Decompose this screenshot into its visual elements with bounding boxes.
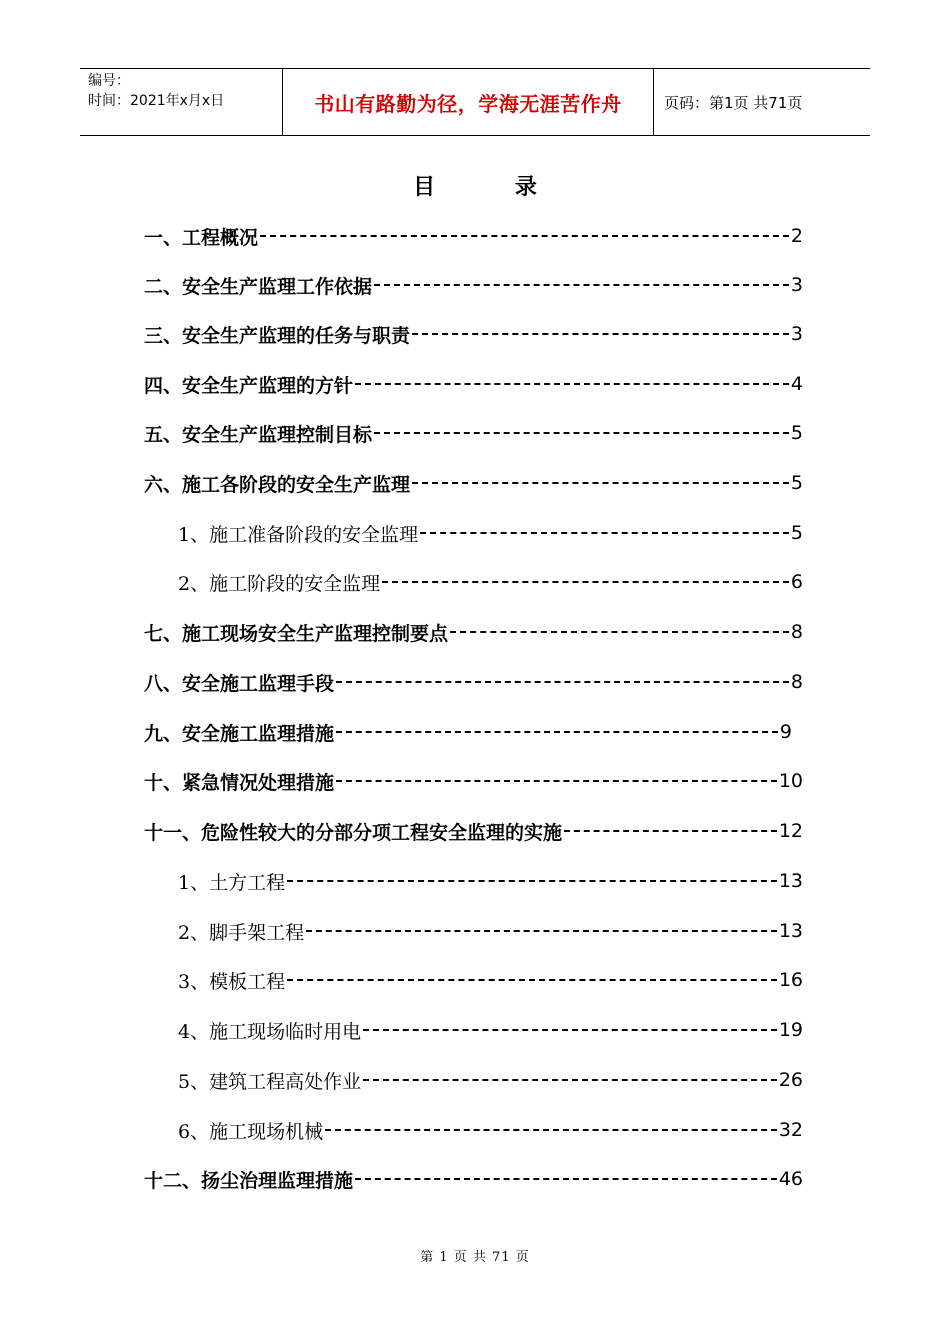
toc-entry-label: 六、施工各阶段的安全生产监理 bbox=[144, 473, 411, 496]
page-header bbox=[80, 68, 870, 136]
toc-leader bbox=[374, 284, 789, 286]
toc-entry-label: 三、安全生产监理的任务与职责 bbox=[144, 324, 411, 347]
toc-entry-label: 四、安全生产监理的方针 bbox=[144, 374, 354, 397]
toc-entry-label: 五、安全生产监理控制目标 bbox=[144, 423, 373, 446]
toc-entry-label: 十一、危险性较大的分部分项工程安全监理的实施 bbox=[144, 821, 563, 844]
toc-entry-label: 一、工程概况 bbox=[144, 226, 259, 249]
toc-entry[interactable] bbox=[144, 413, 803, 453]
header-meta bbox=[80, 69, 282, 135]
toc-entry-label: 二、安全生产监理工作依据 bbox=[144, 275, 373, 298]
toc-subentry[interactable] bbox=[178, 911, 803, 951]
toc-entry-page: 6 bbox=[790, 571, 803, 593]
toc-entry-label: 九、安全施工监理措施 bbox=[144, 722, 335, 745]
toc-entry[interactable] bbox=[144, 463, 803, 503]
toc-leader bbox=[287, 979, 777, 981]
toc-entry-page: 9 bbox=[779, 721, 792, 743]
toc-entry-page: 5 bbox=[790, 522, 803, 544]
toc-leader bbox=[420, 532, 789, 534]
toc-entry-page: 13 bbox=[778, 920, 803, 942]
toc-entry-page: 3 bbox=[790, 274, 803, 296]
toc-leader bbox=[355, 383, 789, 385]
toc-entry-label: 2、脚手架工程 bbox=[178, 921, 305, 944]
toc-entry-page: 12 bbox=[778, 820, 803, 842]
toc-entry-label: 1、土方工程 bbox=[178, 871, 286, 894]
toc-entry-page: 46 bbox=[778, 1168, 803, 1190]
toc-entry-page: 5 bbox=[790, 472, 803, 494]
toc-entry-label: 七、施工现场安全生产监理控制要点 bbox=[144, 622, 449, 645]
time-label: 时间：2021年x月x日 bbox=[88, 93, 225, 109]
toc-leader bbox=[412, 333, 789, 335]
toc-entry[interactable] bbox=[144, 662, 803, 702]
toc-entry-page: 4 bbox=[790, 373, 803, 395]
toc-leader bbox=[450, 631, 789, 633]
toc-subentry[interactable] bbox=[178, 1060, 803, 1100]
toc-leader bbox=[374, 432, 789, 434]
toc-leader bbox=[363, 1029, 777, 1031]
toc-subentry[interactable] bbox=[178, 1010, 803, 1050]
toc-entry[interactable] bbox=[144, 314, 803, 354]
toc-entry-label: 2、施工阶段的安全监理 bbox=[178, 572, 381, 595]
toc-entry-label: 6、施工现场机械 bbox=[178, 1120, 324, 1143]
toc-leader bbox=[355, 1178, 777, 1180]
toc-leader bbox=[363, 1079, 777, 1081]
serial-label: 编号： bbox=[88, 73, 130, 89]
toc-entry-label: 十、紧急情况处理措施 bbox=[144, 771, 335, 794]
toc-entry-page: 8 bbox=[790, 671, 803, 693]
toc-entry[interactable] bbox=[144, 612, 803, 652]
toc-entry-label: 1、施工准备阶段的安全监理 bbox=[178, 523, 419, 546]
toc-leader bbox=[336, 731, 778, 733]
toc-entry-page: 16 bbox=[778, 969, 803, 991]
toc-entry-page: 32 bbox=[778, 1119, 803, 1141]
toc-subentry[interactable] bbox=[178, 513, 803, 553]
toc-entry[interactable] bbox=[144, 216, 803, 256]
toc-entry-label: 3、模板工程 bbox=[178, 970, 286, 993]
toc-entry-page: 5 bbox=[790, 422, 803, 444]
toc-subentry[interactable] bbox=[178, 960, 803, 1000]
toc-leader bbox=[336, 681, 789, 683]
toc-subentry[interactable] bbox=[178, 1110, 803, 1150]
toc-title: 目 录 bbox=[413, 175, 573, 200]
toc-leader bbox=[564, 830, 777, 832]
header-page-info: 页码：第1页 共71页 bbox=[664, 93, 803, 112]
page-footer: 第 1 页 共 71 页 bbox=[420, 1250, 530, 1265]
toc-entry-page: 10 bbox=[778, 770, 803, 792]
header-motto: 书山有路勤为径，学海无涯苦作舟 bbox=[282, 69, 654, 135]
toc-leader bbox=[325, 1129, 777, 1131]
toc-entry-page: 2 bbox=[790, 225, 803, 247]
toc-entry-page: 3 bbox=[790, 323, 803, 345]
toc-entry[interactable] bbox=[144, 712, 792, 752]
toc-entry-page: 8 bbox=[790, 621, 803, 643]
toc-leader bbox=[306, 930, 777, 932]
toc-entry-label: 十二、扬尘治理监理措施 bbox=[144, 1169, 354, 1192]
toc-entry-page: 13 bbox=[778, 870, 803, 892]
toc-subentry[interactable] bbox=[178, 861, 803, 901]
toc-subentry[interactable] bbox=[178, 562, 803, 602]
toc-entry[interactable] bbox=[144, 364, 803, 404]
toc-leader bbox=[412, 482, 789, 484]
toc-entry-page: 19 bbox=[778, 1019, 803, 1041]
toc-entry-label: 八、安全施工监理手段 bbox=[144, 672, 335, 695]
toc-leader bbox=[260, 235, 789, 237]
toc-entry[interactable] bbox=[144, 265, 803, 305]
toc-entry-label: 5、建筑工程高处作业 bbox=[178, 1070, 362, 1093]
toc-entry[interactable] bbox=[144, 761, 803, 801]
toc-entry-label: 4、施工现场临时用电 bbox=[178, 1020, 362, 1043]
toc-leader bbox=[287, 880, 777, 882]
toc-leader bbox=[382, 581, 789, 583]
toc-leader bbox=[336, 780, 777, 782]
toc-entry-page: 26 bbox=[778, 1069, 803, 1091]
toc-entry[interactable] bbox=[144, 1159, 803, 1199]
toc-entry[interactable] bbox=[144, 811, 803, 851]
